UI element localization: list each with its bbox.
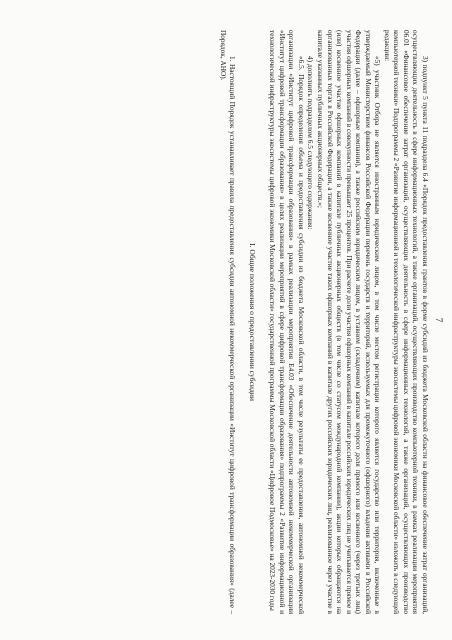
paragraph-offshore-requirement: «5) участник Отбора не является иностранным юридическим лицом, в том числе местом регистрации которого является государство или территория, включенные в утверждаемый Министерством финансов Российской Федерации перечень государств и территорий, используемых для промежуточного (офшорного) владения активами в Российской Федерации (далее – офшорные компании), а также российским юридическим лицом, в уставном (складочном) капитале которого доля прямого или косвенного (через третьих лиц) участия офшорных компаний в совокупности превышает 25 процентов. При расчете доли участия офшорных компаний в капитале российских юридических лиц не учитывается прямое и (или) косвенное участие офшорных компаний в капитале публичных акционерных обществ (в том числе со статусом международной компании), акции которых обращаются на организованных торгах в Российской Федерации, а также косвенное участие таких офшорных компаний в капитале других российских юридических лиц, реализованное через участие в капитале указанных публичных акционерных обществ.»; (315, 30, 383, 614)
page-number: 7 (434, 317, 444, 323)
paragraph-subpoint-4: 4) дополнить подразделом 6.5 следующего содержания: (306, 56, 316, 230)
document-body (218, 30, 430, 614)
paragraph-section-6-5: «6.5. Порядок определения объема и предоставления субсидии из бюджета Московской области, в том числе результаты ее предоставления, автономной некоммерческой организации «Институт цифровой трансформации образования» в рамках реализации мероприятия Е4.03 «Обеспечение деятельности автономной некоммерческой организации «Институт цифровой трансформации образования» в целях реализации мероприятий в сфере цифровой трансформации образования» подпрограммы 2 «Развитие информационной и технологической инфраструктуры экосистемы цифровой экономики Московской области» государственной программы Московской области «Цифровое Подмосковье» на 2023-2030 годы (268, 30, 306, 614)
section-heading: I. Общие положения о предоставлении субсидии (247, 243, 257, 401)
paragraph-subpoint-3: 3) подпункт 5 пункта 11 подраздела 6.4 «Порядок предоставления грантов в форме субсидий из бюджета Московской области на финансовое обеспечение затрат организаций, осуществляющих деятельность в сфере информационных технологий, а также организаций, осуществляющих производство компьютерной техники, в рамках реализации мероприятия 06.01 «Финансовое обеспечение затрат организаций, осуществляющих деятельность в сфере информационных технологий, а также организаций, осуществляющих производство компьютерной техники» Подпрограммы 2 «Развитие информационной и технологической инфраструктуры экосистемы цифровой экономики Московской области» изложить в следующей редакции: (382, 30, 430, 614)
paragraph-clause-1: 1. Настоящий Порядок устанавливает правила предоставления субсидии автономной некоммерческой организации «Институт цифровой трансформации образования» (далее – Порядок, АНО). (218, 30, 238, 614)
